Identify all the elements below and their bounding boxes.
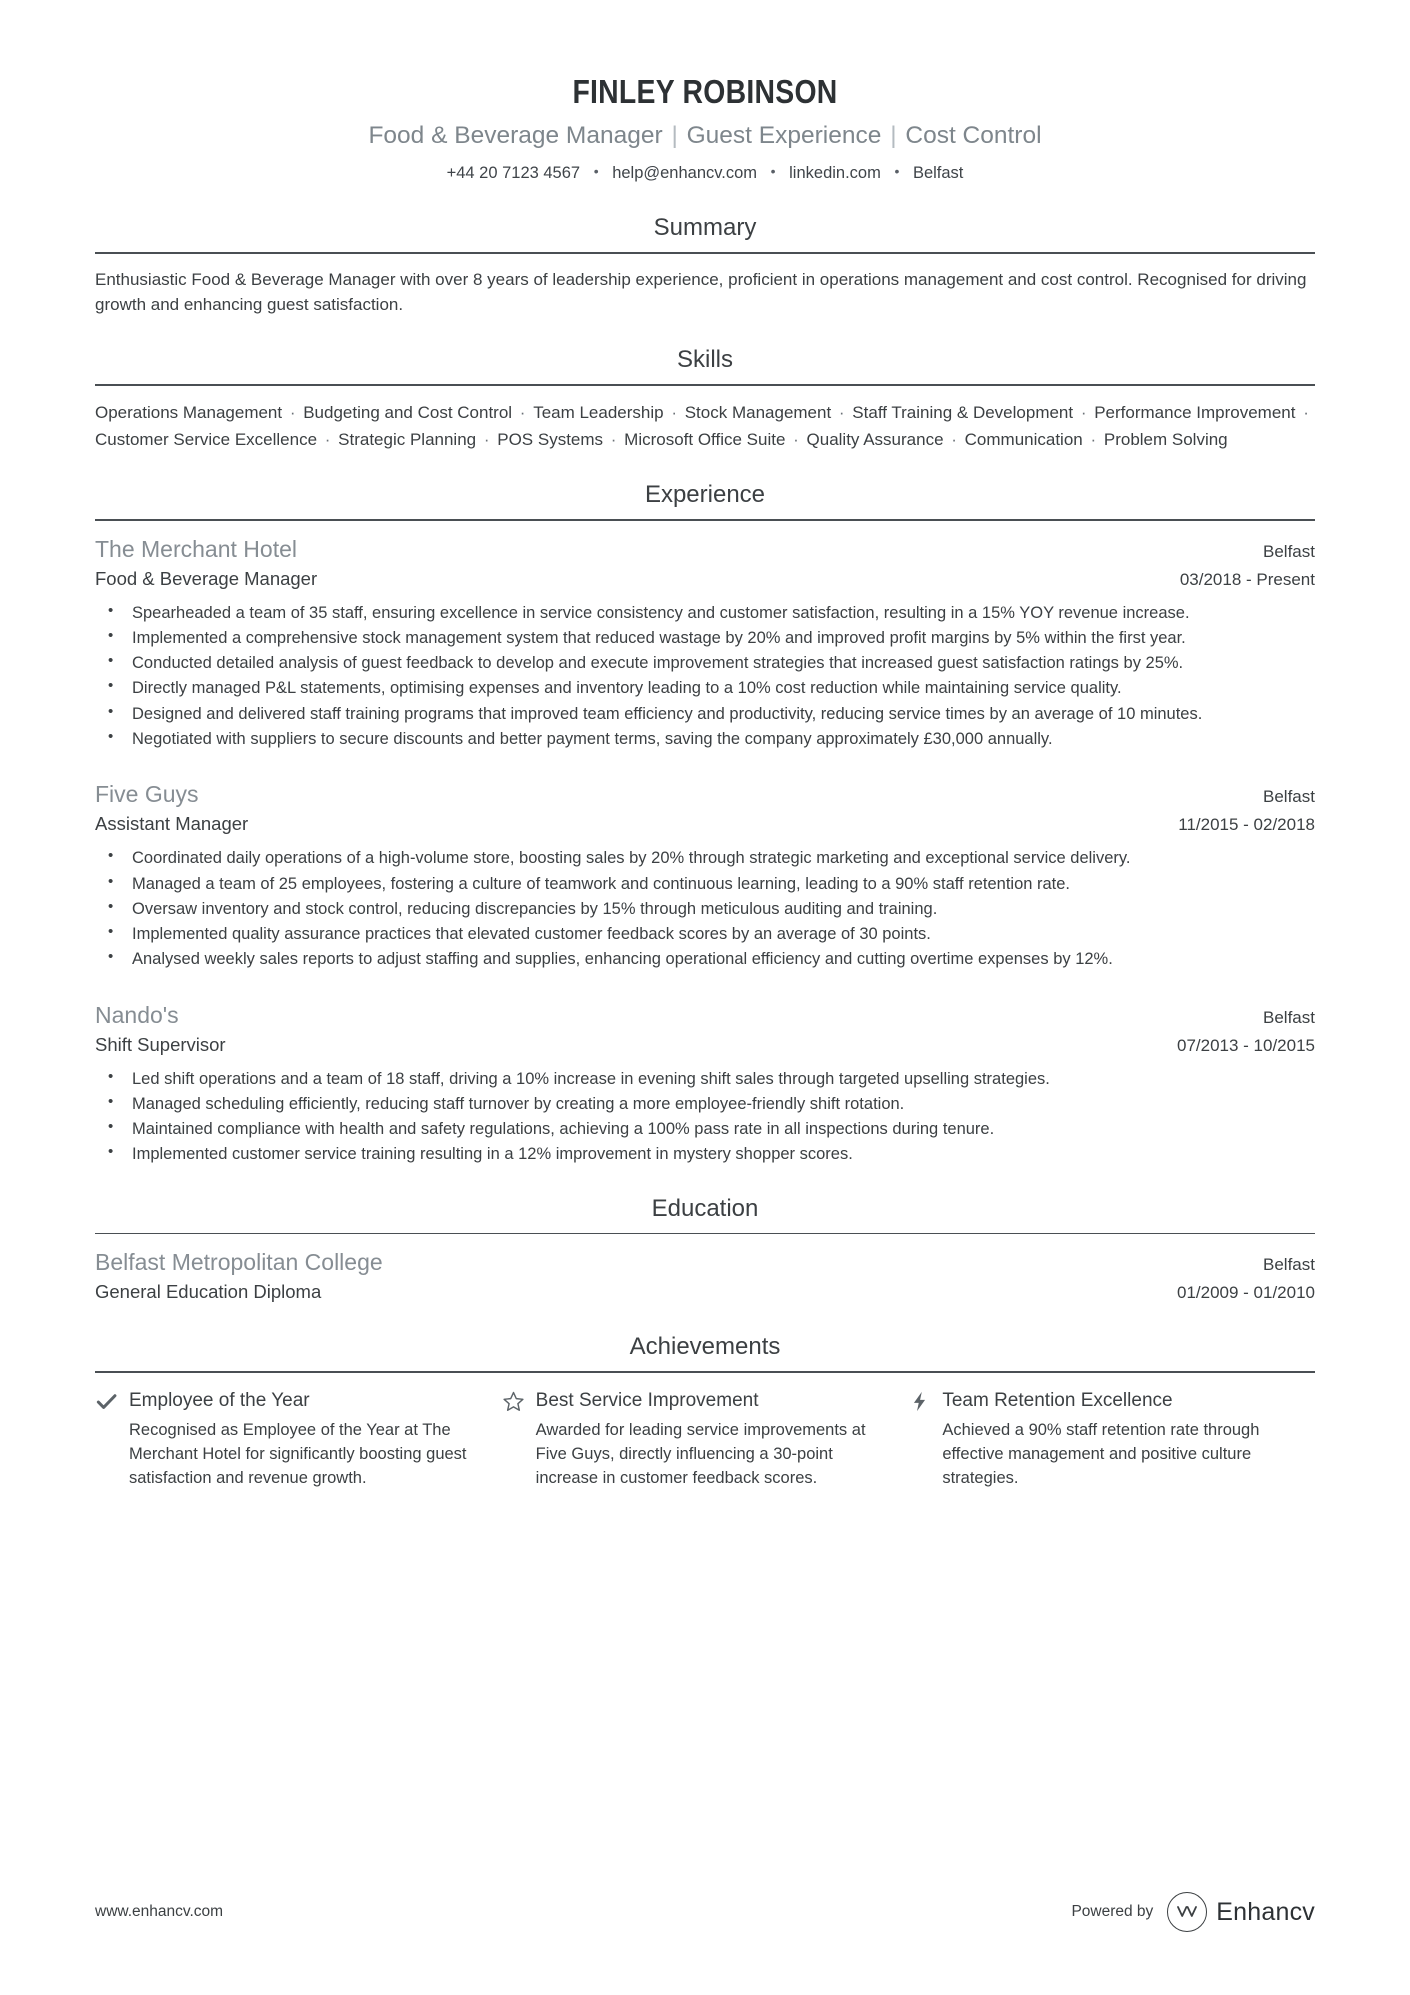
entry-bullet: • Implemented customer service training resulting in a 12% improvement in mystery shopper scores. xyxy=(95,1142,1315,1166)
skill-separator: · xyxy=(606,429,622,449)
experience-entry xyxy=(95,779,1315,971)
summary-text: Enthusiastic Food & Beverage Manager with over 8 years of leadership experience, proficient in operations management and cost control. Recognised for driving growth and enhancing guest satisfaction. xyxy=(95,269,1307,315)
entry-organisation: Five Guys xyxy=(95,781,199,808)
lightning-icon xyxy=(908,1390,931,1413)
entry-bullet: • Conducted detailed analysis of guest feedback to develop and execute improvement strategies that increased guest satisfaction ratings by 25%. xyxy=(95,651,1315,675)
skill-separator: · xyxy=(1298,402,1309,422)
candidate-name: FINLEY ROBINSON xyxy=(572,73,838,110)
entry-bullet: • Analysed weekly sales reports to adjust staffing and supplies, enhancing operational efficiency and cutting overtime expenses by 12%. xyxy=(95,947,1315,971)
skill-item: Budgeting and Cost Control xyxy=(303,402,513,422)
entry-subheader-row xyxy=(95,812,1315,837)
footer-branding xyxy=(1071,1892,1315,1932)
achievements-grid xyxy=(95,1373,1315,1491)
skill-item: Staff Training & Development xyxy=(852,402,1074,422)
entry-bullet: • Implemented quality assurance practices that elevated customer feedback scores by an average of 30 points. xyxy=(95,922,1315,946)
entry-organisation: Nando's xyxy=(95,1001,179,1028)
skill-item: Problem Solving xyxy=(1103,429,1228,449)
entry-date-range: 11/2015 - 02/2018 xyxy=(1178,815,1315,835)
entry-location: Belfast xyxy=(1263,787,1315,807)
education-list xyxy=(95,1234,1315,1305)
achievement-description: Achieved a 90% staff retention rate through effective management and positive culture strategies. xyxy=(942,1421,1260,1488)
skill-item: Strategic Planning xyxy=(338,429,477,449)
skills-list xyxy=(95,399,1315,453)
entry-bullet-list xyxy=(95,1067,1315,1167)
entry-subheader-row xyxy=(95,1033,1315,1058)
education-entry xyxy=(95,1247,1315,1305)
skill-separator: · xyxy=(320,429,336,449)
entry-date-range: 03/2018 - Present xyxy=(1179,569,1315,589)
experience-entry xyxy=(95,534,1315,752)
enhancv-mark-icon xyxy=(1167,1892,1207,1932)
headline-part-2: Guest Experience xyxy=(686,122,882,150)
contact-separator: • xyxy=(894,163,900,180)
achievement-title: Team Retention Excellence xyxy=(942,1389,1173,1411)
entry-bullet-list xyxy=(95,601,1315,752)
section-summary xyxy=(95,212,1315,318)
entry-subheader-row xyxy=(95,567,1315,592)
entry-bullet: • Designed and delivered staff training programs that improved team efficiency and productivity, reducing service times by an average of 10 minutes. xyxy=(95,702,1315,726)
footer-website-link[interactable]: www.enhancv.com xyxy=(95,1903,224,1920)
entry-bullet-list xyxy=(95,846,1315,971)
skill-item: Performance Improvement xyxy=(1094,402,1296,422)
entry-organisation: Belfast Metropolitan College xyxy=(95,1249,383,1276)
headline-separator: | xyxy=(890,122,897,150)
enhancv-wordmark: Enhancv xyxy=(1216,1897,1315,1926)
entry-location: Belfast xyxy=(1263,1255,1315,1275)
entry-header-row xyxy=(95,779,1315,810)
contact-linkedin[interactable]: linkedin.com xyxy=(789,164,881,183)
achievement-title: Best Service Improvement xyxy=(535,1389,759,1411)
entry-header-row xyxy=(95,534,1315,565)
entry-location: Belfast xyxy=(1263,541,1315,561)
contact-separator: • xyxy=(770,163,776,180)
contact-phone: +44 20 7123 4567 xyxy=(446,164,581,183)
achievement-item xyxy=(95,1389,502,1491)
skill-separator: · xyxy=(1085,429,1101,449)
skill-separator: · xyxy=(479,429,495,449)
skill-separator: · xyxy=(788,429,804,449)
entry-bullet: • Managed a team of 25 employees, fostering a culture of teamwork and continuous learning, leading to a 90% staff retention rate. xyxy=(95,872,1315,896)
experience-entry xyxy=(95,1000,1315,1167)
section-heading-skills: Skills xyxy=(676,346,733,374)
achievement-item xyxy=(908,1389,1315,1491)
achievement-title: Employee of the Year xyxy=(129,1389,310,1411)
contact-separator: • xyxy=(593,163,599,180)
skill-separator: · xyxy=(946,429,962,449)
skill-item: Customer Service Excellence xyxy=(95,429,318,449)
entry-bullet: • Led shift operations and a team of 18 staff, driving a 10% increase in evening shift sales through targeted upselling strategies. xyxy=(95,1067,1315,1091)
skill-separator: · xyxy=(1076,402,1092,422)
entry-bullet: • Directly managed P&L statements, optimising expenses and inventory leading to a 10% cost reduction while maintaining service quality. xyxy=(95,676,1315,700)
skill-item: POS Systems xyxy=(497,429,604,449)
skills-body xyxy=(95,386,1315,453)
skill-separator: · xyxy=(515,402,531,422)
section-heading-achievements: Achievements xyxy=(629,1333,781,1361)
skill-item: Stock Management xyxy=(684,402,832,422)
star-icon xyxy=(502,1390,525,1413)
skill-item: Communication xyxy=(964,429,1083,449)
contact-location: Belfast xyxy=(912,164,964,183)
section-experience xyxy=(95,479,1315,1166)
entry-organisation: The Merchant Hotel xyxy=(95,535,297,562)
entry-bullet: • Maintained compliance with health and safety regulations, achieving a 100% pass rate in all inspections during tenure. xyxy=(95,1117,1315,1141)
section-skills xyxy=(95,344,1315,453)
contact-email[interactable]: help@enhancv.com xyxy=(612,164,758,183)
candidate-headline xyxy=(95,119,1315,154)
entry-role: Shift Supervisor xyxy=(95,1033,226,1055)
headline-separator: | xyxy=(671,122,678,150)
skill-separator: · xyxy=(285,402,301,422)
entry-bullet: • Spearheaded a team of 35 staff, ensuring excellence in service consistency and customer satisfaction, resulting in a 15% YOY revenue increase. xyxy=(95,601,1315,625)
section-heading-education: Education xyxy=(651,1194,759,1222)
headline-part-3: Cost Control xyxy=(905,122,1042,150)
achievement-item xyxy=(502,1389,909,1491)
entry-bullet: • Managed scheduling efficiently, reducing staff turnover by creating a more employee-friendly shift rotation. xyxy=(95,1092,1315,1116)
skill-item: Operations Management xyxy=(95,402,283,422)
headline-part-1: Food & Beverage Manager xyxy=(368,122,663,150)
entry-location: Belfast xyxy=(1263,1007,1315,1027)
contact-line xyxy=(95,162,1315,186)
achievement-description: Awarded for leading service improvements at Five Guys, directly influencing a 30-point increase in customer feedback scores. xyxy=(535,1421,866,1488)
achievement-header xyxy=(502,1389,875,1414)
summary-body xyxy=(95,254,1315,319)
section-education xyxy=(95,1193,1315,1306)
entry-subheader-row xyxy=(95,1280,1315,1305)
enhancv-logo xyxy=(1167,1892,1315,1932)
entry-bullet: • Implemented a comprehensive stock management system that reduced wastage by 20% and improved profit margins by 5% within the first year. xyxy=(95,626,1315,650)
entry-bullet: • Oversaw inventory and stock control, reducing discrepancies by 15% through meticulous auditing and training. xyxy=(95,897,1315,921)
entry-header-row xyxy=(95,1000,1315,1031)
section-heading-experience: Experience xyxy=(644,481,766,509)
skill-item: Quality Assurance xyxy=(806,429,944,449)
skill-separator: · xyxy=(666,402,682,422)
check-icon xyxy=(95,1390,118,1413)
entry-role: Food & Beverage Manager xyxy=(95,567,318,589)
entry-header-row xyxy=(95,1247,1315,1278)
achievement-header xyxy=(908,1389,1281,1414)
resume-footer xyxy=(95,1892,1315,1932)
skill-item: Team Leadership xyxy=(533,402,664,422)
entry-role: Assistant Manager xyxy=(95,813,249,835)
section-achievements xyxy=(95,1331,1315,1491)
powered-by-label: Powered by xyxy=(1071,1903,1154,1920)
entry-date-range: 01/2009 - 01/2010 xyxy=(1176,1283,1315,1303)
section-heading-summary: Summary xyxy=(653,213,757,241)
experience-list xyxy=(95,521,1315,1167)
achievement-header xyxy=(95,1389,468,1414)
entry-bullet: • Coordinated daily operations of a high-volume store, boosting sales by 20% through strategic marketing and exceptional service delivery. xyxy=(95,846,1315,870)
entry-bullet: • Negotiated with suppliers to secure discounts and better payment terms, saving the company approximately £30,000 annually. xyxy=(95,727,1315,751)
entry-role: General Education Diploma xyxy=(95,1281,322,1303)
resume-header xyxy=(95,60,1315,186)
skill-separator: · xyxy=(834,402,850,422)
achievement-description: Recognised as Employee of the Year at The Merchant Hotel for significantly boosting guest satisfaction and revenue growth. xyxy=(129,1421,467,1488)
skill-item: Microsoft Office Suite xyxy=(624,429,786,449)
entry-date-range: 07/2013 - 10/2015 xyxy=(1176,1035,1315,1055)
